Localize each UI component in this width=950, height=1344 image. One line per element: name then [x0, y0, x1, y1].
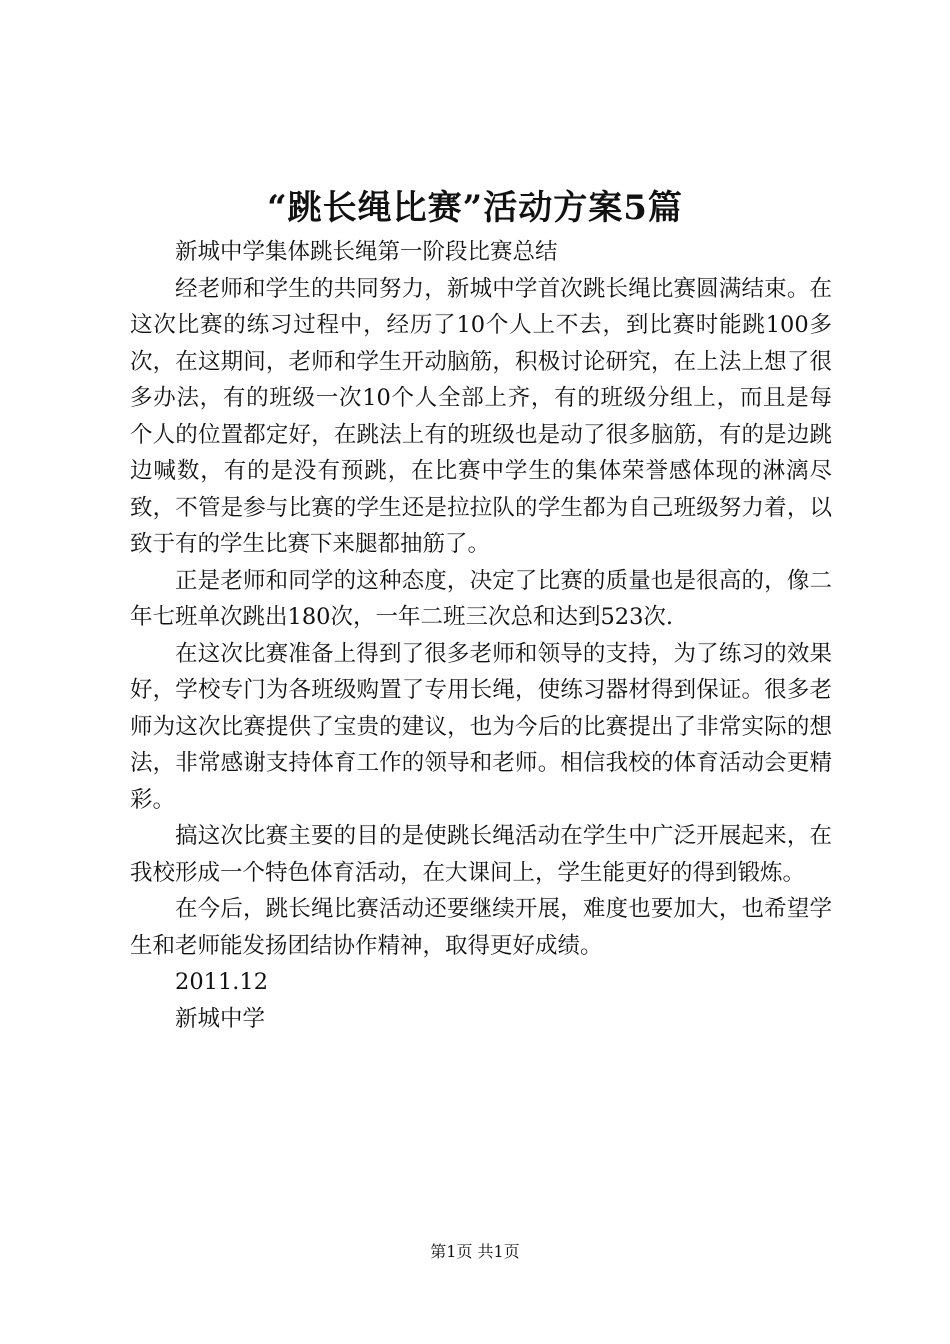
paragraph-4: 搞这次比赛主要的目的是使跳长绳活动在学生中广泛开展起来，在我校形成一个特色体育活动，在大课间上，学生能更好的得到锻炼。	[130, 823, 832, 886]
document-title: “跳长绳比赛”活动方案5篇	[267, 188, 683, 228]
paragraph-3: 在这次比赛准备上得到了很多老师和领导的支持，为了练习的效果好，学校专门为各班级购置了专用长绳，使练习器材得到保证。很多老师为这次比赛提供了宝贵的建议，也为今后的比赛提出了非常实际的想法，非常感谢支持体育工作的领导和老师。相信我校的体育活动会更精彩。	[130, 640, 832, 813]
paragraph-2: 正是老师和同学的这种态度，决定了比赛的质量也是很高的，像二年七班单次跳出180次，一年二班三次总和达到523次.	[130, 567, 832, 630]
paragraph-1: 经老师和学生的共同努力，新城中学首次跳长绳比赛圆满结束。在这次比赛的练习过程中，经历了10个人上不去，到比赛时能跳100多次，在这期间，老师和学生开动脑筋，积极讨论研究，在上法上想了很多办法，有的班级一次10个人全部上齐，有的班级分组上，而且是每个人的位置都定好，在跳法上有的班级也是动了很多脑筋，有的是边跳边喊数，有的是没有预跳，在比赛中学生的集体荣誉感体现的淋漓尽致，不管是参与比赛的学生还是拉拉队的学生都为自己班级努力着，以致于有的学生比赛下来腿都抽筋了。	[130, 275, 832, 557]
document-signature: 新城中学	[175, 1005, 266, 1032]
paragraph-5: 在今后，跳长绳比赛活动还要继续开展，难度也要加大，也希望学生和老师能发扬团结协作精神，取得更好成绩。	[130, 896, 832, 959]
document-subtitle: 新城中学集体跳长绳第一阶段比赛总结	[175, 239, 558, 265]
document-date: 2011.12	[175, 969, 269, 995]
document-body	[130, 234, 832, 1037]
page-number: 第1页 共1页	[430, 1242, 520, 1261]
